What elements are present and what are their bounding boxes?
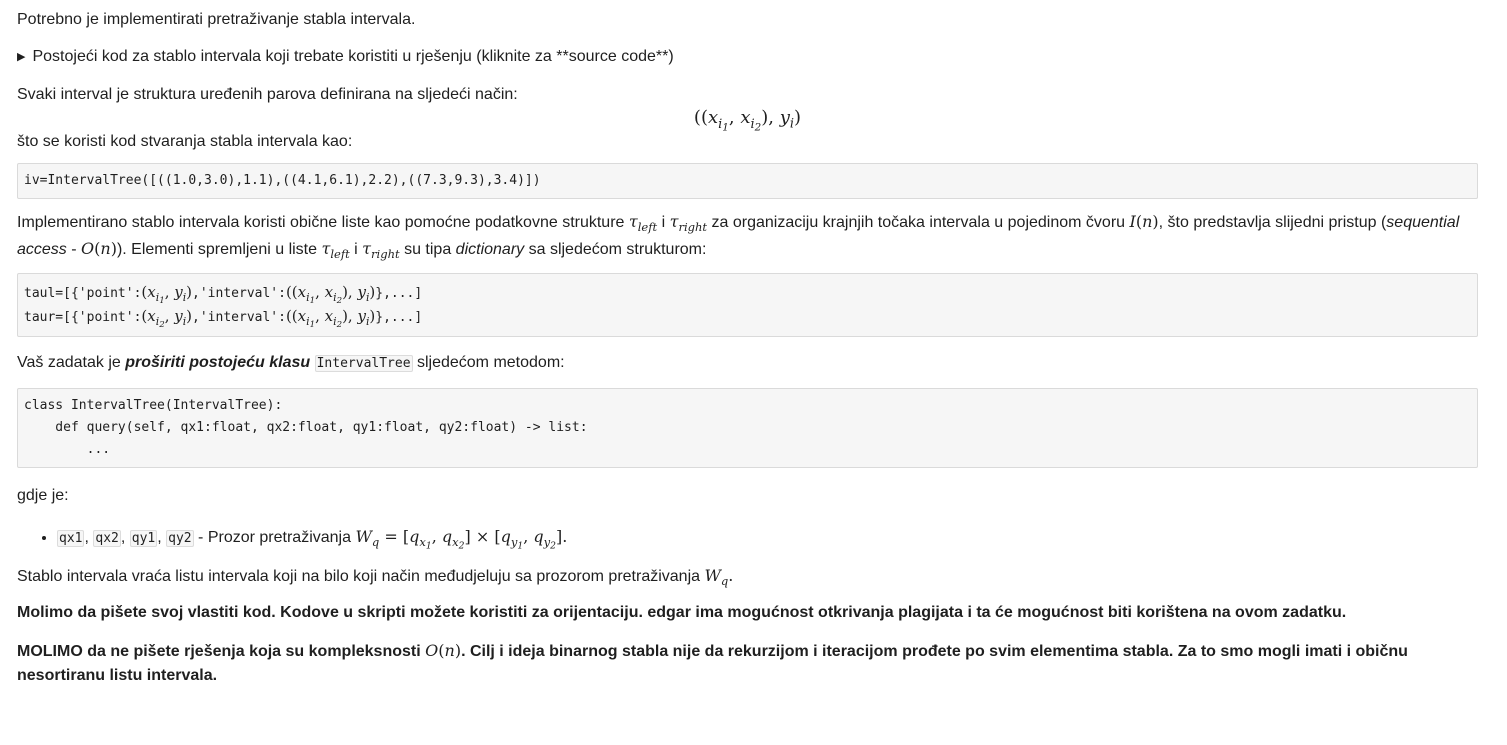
class-method-code-block: class IntervalTree(IntervalTree): def query(self, qx1:float, qx2:float, qy1:float, qy2:float) -> list: ... [17, 388, 1478, 468]
task-paragraph: Vaš zadatak je proširiti postojeću klasu IntervalTree sljedećom metodom: [17, 354, 565, 371]
taul-line: $taul=[\{'point':(x_{i_1}$, $y_i),'interval':((x_{i_1}$, $x_{i_2}$), $y_i$)},...] [24, 283, 423, 306]
dictionary-structure-code-block [17, 273, 1478, 337]
tau-left-symbol: $\tau_{left}$ [628, 212, 658, 235]
list-item: • qx1 , qx2 , qy1 , qy2 - Prozor pretraživanja $W_q = [q_{x_1}$, $q_{x_2}] \times [q_{y_1}$, $q_{y_2}$]. [57, 524, 1478, 552]
tau-right-symbol: $\tau_{right}$ [669, 212, 708, 235]
usage-text: što se koristi kod stvaranja stabla intervala kao: [17, 133, 353, 150]
implementation-paragraph: Implementirano stablo intervala koristi obične liste kao pomoćne podatkovne strukture $\tau_{left}$ i $\tau_{right}$ za organizaciju krajnjih točaka intervala u pojedinom čvoru I(n), što predstavlja slijedni pristup (sequential access - O(n)). Elementi spremljeni u liste $\tau_{left}$ i $\tau_{right}$ su tipa dictionary sa sljedećom strukturom: [17, 212, 1460, 262]
disclosure-triangle-icon[interactable]: ▶ [17, 50, 26, 63]
param-qx2: qx2 [95, 531, 119, 546]
param-qy1: qy1 [131, 531, 156, 546]
taur-line: $taur=[\{'point':(x_{i_2}$, $y_i),'interval':((x_{i_1}$, $x_{i_2}$), $y_i$)},...] [24, 307, 423, 330]
node-interval-symbol: I(n) [1129, 212, 1159, 231]
return-description: Stablo intervala vraća listu intervala koji na bilo koji način međudjeluju sa prozorom pretraživanja $W_q$. [17, 566, 734, 589]
example-code-block: iv=IntervalTree([((1.0,3.0),1.1),((4.1,6.1),2.2),((7.3,9.3),3.4)]) [17, 163, 1478, 199]
where-text: gdje je: [17, 487, 69, 504]
interval-formula: (($x_{i_1}$, $x_{i_2}$), $y_i$) [693, 107, 802, 134]
plagiarism-warning: Molimo da pišete svoj vlastiti kod. Kodove u skripti možete koristiti za orijentaciju. edgar ima mogućnost otkrivanja plagijata i ta će mogućnost biti korištena na ovom zadatku. [17, 604, 1347, 621]
source-code-details-toggle[interactable] [17, 45, 1478, 69]
interval-definition-text: Svaki interval je struktura uređenih parova definirana na sljedeći način: [17, 86, 518, 103]
query-window-formula: $W_q = [q_{x_1}$, $q_{x_2}] \times [q_{y_1}$, $q_{y_2}$]. [355, 527, 568, 552]
intro-paragraph: Potrebno je implementirati pretraživanje stabla intervala. [17, 11, 416, 28]
complexity-warning: MOLIMO da ne pišete rješenja koja su kompleksnosti O(n). Cilj i ideja binarnog stabla nije da rekurzijom i iteracijom prođete po svim elementima stabla. Za to smo mogli imati i običnu nesortiranu listu intervala. [17, 641, 1408, 684]
parameter-list [17, 524, 1478, 552]
details-summary-label: Postojeći kod za stablo intervala koji trebate koristiti u rješenju (kliknite za **source code**) [32, 48, 674, 65]
class-name-code: IntervalTree [316, 356, 411, 371]
param-qx1: qx1 [59, 531, 83, 546]
complexity-on-symbol: O(n) [81, 239, 117, 258]
param-qy2: qy2 [168, 531, 192, 546]
